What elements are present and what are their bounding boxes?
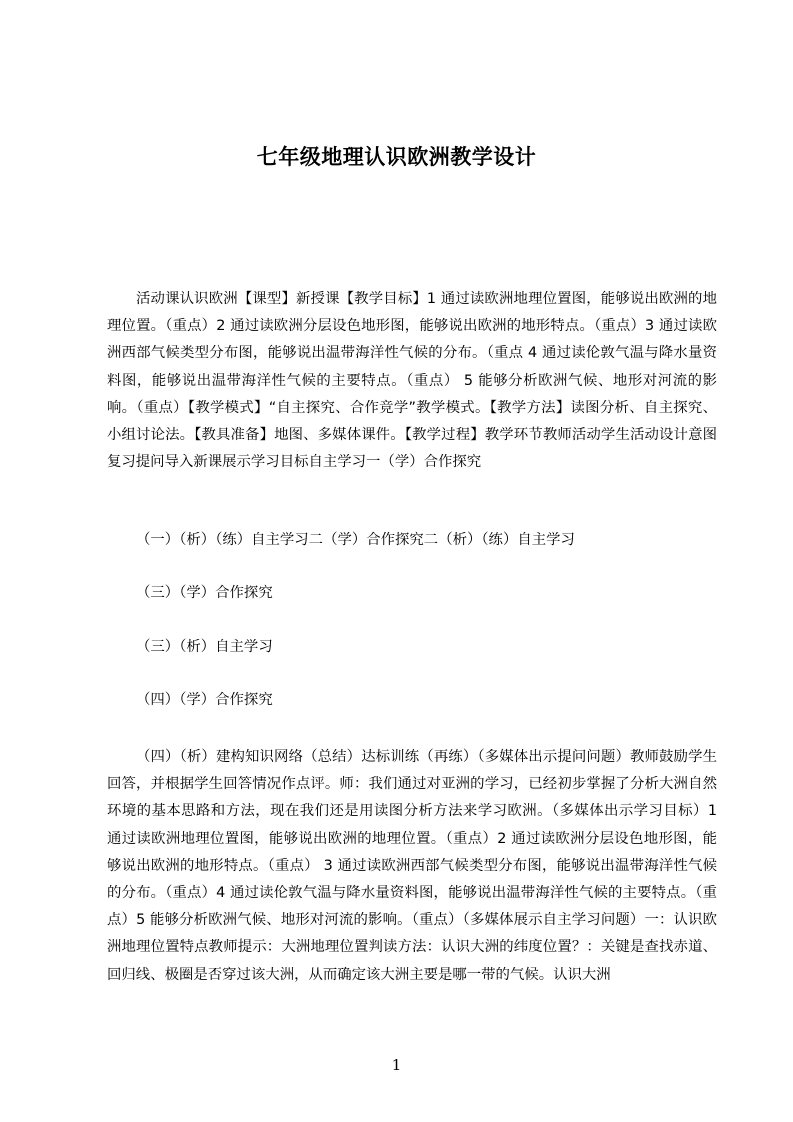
section-line-one: （一）（析）（练）自主学习二（学）合作探究二（析）（练）自主学习 — [136, 532, 575, 548]
section-line-two: （三）（学）合作探究 — [136, 585, 273, 601]
document-title: 七年级地理认识欧洲教学设计 — [256, 145, 537, 169]
section-line-three: （三）（析）自主学习 — [136, 639, 273, 655]
section-line-four: （四）（学）合作探究 — [136, 692, 273, 708]
closing-paragraph: （四）（析）建构知识网络（总结）达标训练（再练）（多媒体出示提问问题）教师鼓励学生回答，并根据学生回答情况作点评。师：我们通过对亚洲的学习，已经初步掌握了分析大洲自然环境的基本思路和方法，现在我们还是用读图分析方法来学习欧洲。（多媒体出示学习目标）1 通过读欧洲地理位置图，能够说出欧洲的地理位置。（重点）2 通过读欧洲分层设色地形图，能够说出欧洲的地形特点。（重点） 3 通过读欧洲西部气候类型分布图，能够说出温带海洋性气候的分布。（重点）4 通过读伦敦气温与降水量资料图，能够说出温带海洋性气候的主要特点。（重点）5 能够分析欧洲气候、地形对河流的影响。（重点）（多媒体展示自主学习问题）一：认识欧洲地理位置特点教师提示：大洲地理位置判读方法：认识大洲的纬度位置？：关键是查找赤道、回归线、极圈是否穿过该大洲，从而确定该大洲主要是哪一带的气候。认识大洲 — [107, 749, 717, 983]
intro-paragraph: 活动课认识欧洲【课型】新授课【教学目标】1 通过读欧洲地理位置图，能够说出欧洲的地理位置。（重点）2 通过读欧洲分层设色地形图，能够说出欧洲的地形特点。（重点）3 通过读欧洲西部气候类型分布图，能够说出温带海洋性气候的分布。（重点 4 通过读伦敦气温与降水量资料图，能够说出温带海洋性气候的主要特点。（重点） 5 能够分析欧洲气候、地形对河流的影响。（重点）【教学模式】“自主探究、合作竞学”教学模式。【教学方法】读图分析、自主探究、小组讨论法。【教具准备】地图、多媒体课件。【教学过程】教学环节教师活动学生活动设计意图复习提问导入新课展示学习目标自主学习一（学）合作探究 — [107, 291, 717, 471]
page-number: 1 — [391, 1056, 402, 1074]
